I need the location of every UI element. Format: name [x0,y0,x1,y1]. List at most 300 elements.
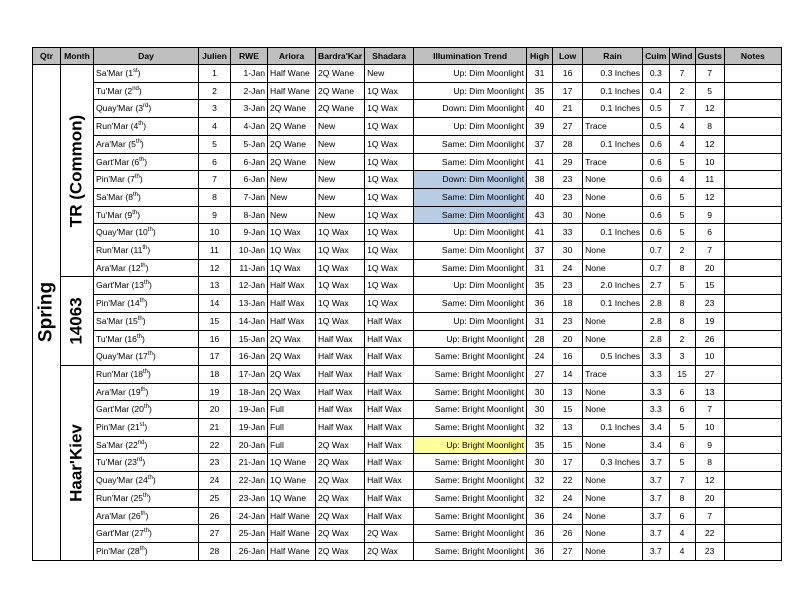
table-row [33,312,782,330]
shadara-cell: Half Wax [365,454,414,472]
illumination-cell: Same: Dim Moonlight [414,188,527,206]
bardrakar-cell: 2Q Wax [316,436,365,454]
rwe-cell: 6-Jan [231,153,268,171]
high-cell: 30 [527,401,553,419]
gusts-cell: 20 [695,259,724,277]
day-ordinal-suffix: rd [136,457,143,464]
day-ordinal-suffix: st [132,68,138,74]
notes-cell [724,436,781,454]
low-cell: 22 [553,472,583,490]
rwe-cell: 5-Jan [231,135,268,153]
culm-cell: 3.4 [643,436,669,454]
header-qtr: Qtr [33,48,61,65]
month-label: TR (Common) [66,114,86,227]
day-name: Tu'Mar (9 [96,209,133,220]
day-ordinal-suffix: th [134,174,140,181]
day-name: Sa'Mar (8 [96,191,133,202]
culm-cell: 3.3 [643,365,669,383]
illumination-cell: Same: Dim Moonlight [414,153,527,171]
arlora-cell: 2Q Wane [268,100,316,118]
wind-cell: 4 [669,525,695,543]
low-cell: 16 [553,65,583,83]
wind-cell: 8 [669,295,695,313]
culm-cell: 0.5 [643,100,669,118]
notes-cell [724,135,781,153]
culm-cell: 3.4 [643,419,669,437]
day-ordinal-suffix: th [147,475,153,482]
low-cell: 17 [553,82,583,100]
day-ordinal-suffix: th [147,351,153,358]
day-name: Ara'Mar (12 [96,262,141,273]
julien-cell: 17 [199,348,231,366]
gusts-cell: 8 [695,118,724,136]
wind-cell: 2 [669,330,695,348]
illumination-cell: Same: Bright Moonlight [414,525,527,543]
high-cell: 40 [527,100,553,118]
day-name: Pin'Mar (14 [96,298,140,309]
wind-cell: 6 [669,383,695,401]
day-name: Gart'Mar (20 [96,404,144,415]
rwe-cell: 4-Jan [231,118,268,136]
high-cell: 36 [527,295,553,313]
illumination-cell: Up: Dim Moonlight [414,65,527,83]
table-row [33,436,782,454]
rain-cell: None [583,330,643,348]
illumination-cell: Up: Bright Moonlight [414,436,527,454]
bardrakar-cell: 2Q Wax [316,472,365,490]
day-name: Quay'Mar (10 [96,227,148,238]
culm-cell: 3.3 [643,383,669,401]
low-cell: 14 [553,365,583,383]
arlora-cell: 2Q Wane [268,118,316,136]
culm-cell: 3.7 [643,472,669,490]
day-cell: Ara'Mar (19th) [94,383,199,401]
arlora-cell: Half Wax [268,312,316,330]
wind-cell: 4 [669,135,695,153]
day-name: Run'Mar (4 [96,121,139,132]
arlora-cell: New [268,188,316,206]
day-ordinal-suffix: th [140,386,146,393]
table-row [33,135,782,153]
shadara-cell: Half Wax [365,401,414,419]
julien-cell: 20 [199,401,231,419]
day-cell: Tu'Mar (23rd) [94,454,199,472]
arlora-cell: 2Q Wane [268,135,316,153]
low-cell: 20 [553,330,583,348]
notes-cell [724,277,781,295]
table-row [33,118,782,136]
bardrakar-cell: 2Q Wax [316,542,365,560]
shadara-cell: 1Q Wax [365,153,414,171]
gusts-cell: 23 [695,542,724,560]
header-shadara: Shadara [365,48,414,65]
julien-cell: 24 [199,472,231,490]
culm-cell: 2.7 [643,277,669,295]
low-cell: 24 [553,489,583,507]
day-ordinal-suffix: th [132,191,138,198]
gusts-cell: 8 [695,454,724,472]
illumination-cell: Same: Bright Moonlight [414,472,527,490]
julien-cell: 19 [199,383,231,401]
rwe-cell: 21-Jan [231,454,268,472]
high-cell: 39 [527,118,553,136]
rwe-cell: 19-Jan [231,401,268,419]
gusts-cell: 27 [695,365,724,383]
notes-cell [724,206,781,224]
illumination-cell: Same: Bright Moonlight [414,454,527,472]
day-cell: Run'Mar (25th) [94,489,199,507]
arlora-cell: 2Q Wane [268,153,316,171]
header-gusts: Gusts [695,48,724,65]
bardrakar-cell: New [316,171,365,189]
illumination-cell: Same: Bright Moonlight [414,542,527,560]
wind-cell: 8 [669,489,695,507]
day-cell: Gart'Mar (6th) [94,153,199,171]
rain-cell: 0.1 Inches [583,295,643,313]
rwe-cell: 18-Jan [231,383,268,401]
gusts-cell: 12 [695,188,724,206]
culm-cell: 2.8 [643,295,669,313]
arlora-cell: 1Q Wane [268,454,316,472]
day-ordinal-suffix: th [143,368,149,375]
arlora-cell: Half Wane [268,65,316,83]
low-cell: 23 [553,171,583,189]
day-cell: Run'Mar (4th) [94,118,199,136]
rain-cell: 0.1 Inches [583,224,643,242]
rain-cell: 0.1 Inches [583,419,643,437]
bardrakar-cell: Half Wax [316,330,365,348]
illumination-cell: Up: Bright Moonlight [414,330,527,348]
header-bardrakar: Bardra'Kar [316,48,365,65]
day-name: Tu'Mar (16 [96,333,137,344]
high-cell: 36 [527,525,553,543]
julien-cell: 25 [199,489,231,507]
gusts-cell: 6 [695,224,724,242]
day-cell: Gart'Mar (20th) [94,401,199,419]
notes-cell [724,383,781,401]
illumination-cell: Same: Bright Moonlight [414,419,527,437]
rwe-cell: 23-Jan [231,489,268,507]
rain-cell: 0.5 Inches [583,348,643,366]
julien-cell: 26 [199,507,231,525]
table-row [33,419,782,437]
shadara-cell: New [365,65,414,83]
table-row [33,224,782,242]
julien-cell: 5 [199,135,231,153]
gusts-cell: 23 [695,295,724,313]
julien-cell: 10 [199,224,231,242]
rain-cell: Trace [583,153,643,171]
rwe-cell: 1-Jan [231,65,268,83]
julien-cell: 7 [199,171,231,189]
high-cell: 43 [527,206,553,224]
notes-cell [724,419,781,437]
day-ordinal-suffix: th [139,298,145,305]
arlora-cell: 1Q Wane [268,489,316,507]
high-cell: 27 [527,365,553,383]
day-name: Run'Mar (25 [96,492,144,503]
rain-cell: None [583,206,643,224]
low-cell: 27 [553,118,583,136]
bardrakar-cell: Half Wax [316,365,365,383]
header-culm: Culm [643,48,669,65]
arlora-cell: New [268,171,316,189]
shadara-cell: 1Q Wax [365,118,414,136]
arlora-cell: Half Wax [268,295,316,313]
gusts-cell: 26 [695,330,724,348]
illumination-cell: Same: Bright Moonlight [414,401,527,419]
culm-cell: 3.7 [643,542,669,560]
rain-cell: 0.1 Inches [583,135,643,153]
arlora-cell: 1Q Wax [268,224,316,242]
low-cell: 13 [553,419,583,437]
high-cell: 32 [527,489,553,507]
low-cell: 23 [553,277,583,295]
table-row [33,295,782,313]
julien-cell: 14 [199,295,231,313]
bardrakar-cell: 1Q Wax [316,224,365,242]
high-cell: 35 [527,277,553,295]
day-ordinal-suffix: th [140,510,146,517]
gusts-cell: 13 [695,383,724,401]
notes-cell [724,365,781,383]
rain-cell: 0.1 Inches [583,100,643,118]
notes-cell [724,153,781,171]
notes-cell [724,65,781,83]
arlora-cell: Full [268,419,316,437]
rwe-cell: 13-Jan [231,295,268,313]
bardrakar-cell: Half Wax [316,401,365,419]
day-cell: Quay'Mar (17th) [94,348,199,366]
table-row [33,82,782,100]
day-ordinal-suffix: nd [137,439,145,446]
shadara-cell: 2Q Wax [365,525,414,543]
shadara-cell: Half Wax [365,489,414,507]
month-cell [61,277,94,366]
notes-cell [724,348,781,366]
shadara-cell: 1Q Wax [365,259,414,277]
header-low: Low [553,48,583,65]
header-high: High [527,48,553,65]
day-cell: Sa'Mar (8th) [94,188,199,206]
culm-cell: 0.6 [643,171,669,189]
gusts-cell: 7 [695,65,724,83]
low-cell: 30 [553,206,583,224]
low-cell: 15 [553,436,583,454]
rain-cell: None [583,188,643,206]
illumination-cell: Up: Dim Moonlight [414,277,527,295]
rain-cell: 0.3 Inches [583,454,643,472]
day-ordinal-suffix: th [138,121,144,128]
illumination-cell: Same: Bright Moonlight [414,348,527,366]
low-cell: 29 [553,153,583,171]
julien-cell: 9 [199,206,231,224]
julien-cell: 1 [199,65,231,83]
arlora-cell: 2Q Wax [268,348,316,366]
rwe-cell: 10-Jan [231,242,268,260]
table-row [33,383,782,401]
low-cell: 24 [553,259,583,277]
day-name: Pin'Mar (21 [96,422,140,433]
shadara-cell: 1Q Wax [365,295,414,313]
julien-cell: 2 [199,82,231,100]
illumination-cell: Same: Bright Moonlight [414,489,527,507]
day-cell: Tu'Mar (9th) [94,206,199,224]
high-cell: 30 [527,454,553,472]
bardrakar-cell: Half Wax [316,348,365,366]
table-row [33,100,782,118]
culm-cell: 0.6 [643,224,669,242]
notes-cell [724,542,781,560]
rwe-cell: 19-Jan [231,419,268,437]
arlora-cell: Half Wane [268,507,316,525]
high-cell: 41 [527,224,553,242]
wind-cell: 6 [669,436,695,454]
header-month: Month [61,48,94,65]
gusts-cell: 10 [695,348,724,366]
rain-cell: None [583,436,643,454]
gusts-cell: 5 [695,82,724,100]
day-cell: Quay'Mar (10th) [94,224,199,242]
table-row [33,365,782,383]
rwe-cell: 16-Jan [231,348,268,366]
julien-cell: 12 [199,259,231,277]
arlora-cell: Half Wane [268,542,316,560]
day-cell: Quay'Mar (3rd) [94,100,199,118]
shadara-cell: 1Q Wax [365,171,414,189]
day-cell: Pin'Mar (21st) [94,419,199,437]
arlora-cell: Half Wax [268,277,316,295]
rwe-cell: 20-Jan [231,436,268,454]
bardrakar-cell: 1Q Wax [316,242,365,260]
table-row [33,401,782,419]
shadara-cell: 1Q Wax [365,100,414,118]
rain-cell: None [583,312,643,330]
bardrakar-cell: New [316,153,365,171]
rwe-cell: 3-Jan [231,100,268,118]
high-cell: 28 [527,330,553,348]
month-label: Haar'Kiev [66,423,86,502]
day-name: Sa'Mar (1 [96,68,133,78]
notes-cell [724,312,781,330]
arlora-cell: Full [268,401,316,419]
bardrakar-cell: 2Q Wax [316,454,365,472]
culm-cell: 0.3 [643,65,669,83]
gusts-cell: 22 [695,525,724,543]
shadara-cell: 1Q Wax [365,277,414,295]
table-row [33,188,782,206]
shadara-cell: Half Wax [365,348,414,366]
rwe-cell: 7-Jan [231,188,268,206]
culm-cell: 0.6 [643,135,669,153]
notes-cell [724,525,781,543]
table-row [33,65,782,83]
wind-cell: 7 [669,100,695,118]
illumination-cell: Same: Dim Moonlight [414,242,527,260]
shadara-cell: Half Wax [365,436,414,454]
arlora-cell: 2Q Wax [268,365,316,383]
day-ordinal-suffix: th [143,492,149,499]
arlora-cell: 1Q Wax [268,259,316,277]
notes-cell [724,118,781,136]
rain-cell: None [583,259,643,277]
low-cell: 24 [553,507,583,525]
wind-cell: 4 [669,171,695,189]
rain-cell: Trace [583,118,643,136]
arlora-cell: 1Q Wax [268,242,316,260]
wind-cell: 3 [669,348,695,366]
month-cell [61,65,94,277]
julien-cell: 6 [199,153,231,171]
arlora-cell: Half Wane [268,525,316,543]
wind-cell: 8 [669,259,695,277]
header-notes: Notes [724,48,781,65]
shadara-cell: 1Q Wax [365,135,414,153]
culm-cell: 2.8 [643,330,669,348]
day-name: Sa'Mar (22 [96,439,138,450]
gusts-cell: 9 [695,206,724,224]
day-name: Tu'Mar (23 [96,457,137,468]
day-cell: Sa'Mar (22nd) [94,436,199,454]
shadara-cell: Half Wax [365,312,414,330]
notes-cell [724,100,781,118]
day-ordinal-suffix: th [136,333,142,340]
wind-cell: 5 [669,277,695,295]
bardrakar-cell: New [316,206,365,224]
high-cell: 24 [527,348,553,366]
high-cell: 37 [527,242,553,260]
high-cell: 36 [527,542,553,560]
gusts-cell: 12 [695,100,724,118]
low-cell: 26 [553,525,583,543]
quarter-label: Spring [35,282,57,343]
rain-cell: Trace [583,365,643,383]
rwe-cell: 15-Jan [231,330,268,348]
bardrakar-cell: 1Q Wax [316,295,365,313]
header-rain: Rain [583,48,643,65]
day-name: Pin'Mar (28 [96,545,140,556]
bardrakar-cell: New [316,118,365,136]
shadara-cell: 2Q Wax [365,542,414,560]
julien-cell: 18 [199,365,231,383]
rwe-cell: 12-Jan [231,277,268,295]
low-cell: 21 [553,100,583,118]
illumination-cell: Same: Dim Moonlight [414,135,527,153]
rain-cell: None [583,489,643,507]
illumination-cell: Same: Dim Moonlight [414,206,527,224]
julien-cell: 28 [199,542,231,560]
bardrakar-cell: 1Q Wax [316,259,365,277]
julien-cell: 11 [199,242,231,260]
culm-cell: 3.3 [643,401,669,419]
day-name: Pin'Mar (7 [96,174,135,185]
notes-cell [724,454,781,472]
header-wind: Wind [669,48,695,65]
wind-cell: 2 [669,242,695,260]
bardrakar-cell: New [316,188,365,206]
high-cell: 35 [527,436,553,454]
day-ordinal-suffix: th [137,315,143,322]
day-ordinal-suffix: th [143,528,149,535]
rwe-cell: 17-Jan [231,365,268,383]
bardrakar-cell: 1Q Wax [316,277,365,295]
notes-cell [724,489,781,507]
day-name: Gart'Mar (6 [96,156,140,167]
gusts-cell: 19 [695,312,724,330]
julien-cell: 15 [199,312,231,330]
rain-cell: 0.1 Inches [583,82,643,100]
day-cell: Sa'Mar (1st) [94,65,199,83]
